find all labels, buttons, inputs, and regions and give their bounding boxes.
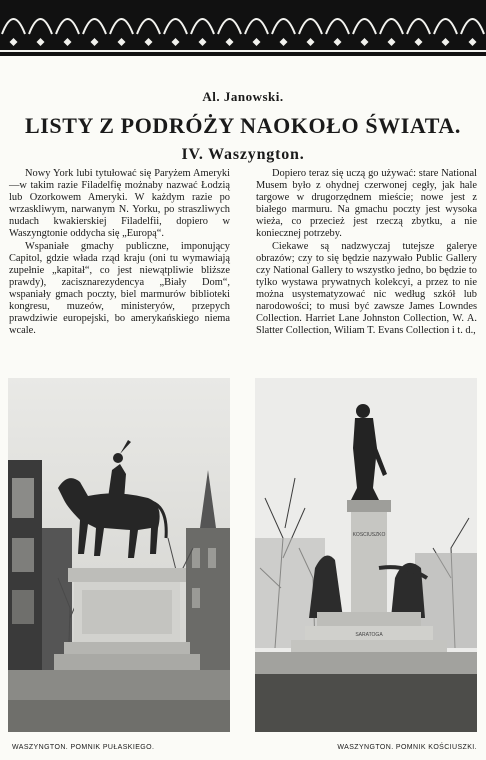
ornamental-header-banner [0, 0, 486, 56]
paragraph: Dopiero teraz się uczą go używać: stare National Musem było z ohydnej czerwonej cegły, jak hale targowe w drugorzędnem mieście; nowe jest z białego marmuru. Na gmachu poczty jest wysoka wieża, co przecież jest rzeczą zbytku, a nie koniecznej potrzeby. [256, 168, 477, 240]
paragraph: Nowy York lubi tytułować się Paryżem Ameryki—w takim razie Filadelfię możnaby nazwać Łodzią lub Ozorkowem Ameryki. W każdym razie po wrzaskliwym, narwanym N. Yorku, po straszliwych nudach kwakierskiej Filadelfii, dopiero w Waszyngtonie oddycha się „Europą“. [9, 168, 230, 240]
paragraph: Wspaniałe gmachy publiczne, imponujący Capitol, gdzie włada rząd kraju (oni tu wymawiają zupełnie „kapitał“, co jest niewątpliwie bliższe prawdy), zacisznarezydencya „Biały Dom“, wspaniały gmach poczty, biel marmurów biblioteki kongresu, muzeów, ministeryów, przepych prawdziwie europejski, bo amerykańskiego niema wcale. [9, 240, 230, 337]
caption-left: WASZYNGTON. POMNIK PUŁASKIEGO. [12, 744, 155, 751]
article-author: Al. Janowski. [202, 89, 284, 104]
caption-right: WASZYNGTON. POMNIK KOŚCIUSZKI. [337, 744, 477, 751]
text-column-right [256, 168, 477, 337]
article-subtitle: IV. Waszyngton. [181, 146, 305, 163]
photo-kosciuszko-monument [255, 378, 477, 732]
article-title: LISTY Z PODRÓŻY NAOKOŁO ŚWIATA. [24, 113, 462, 138]
text-column-left [9, 168, 230, 337]
inscription-kosciuszko: KOSCIUSZKO [352, 532, 386, 538]
paragraph: Ciekawe są nadzwyczaj tutejsze galerye obrazów; czy to się będzie nazywało Public Gallery czy National Gallery to wszystko jedno, bo będzie to tylko wystawa prywatnych kolekcyi, a przez to nie można usystematyzować nic według szkół lub narodowości; to musi być zawsze James Lowndes Collection. Harriet Lane Johnston Collection, W. A. Slatter Collection, Wiliam T. Evans Collection i t. d., [256, 240, 477, 337]
photo-pulaski-monument [8, 378, 230, 732]
banner-rule [0, 50, 486, 52]
inscription-saratoga: SARATOGA [355, 632, 383, 638]
